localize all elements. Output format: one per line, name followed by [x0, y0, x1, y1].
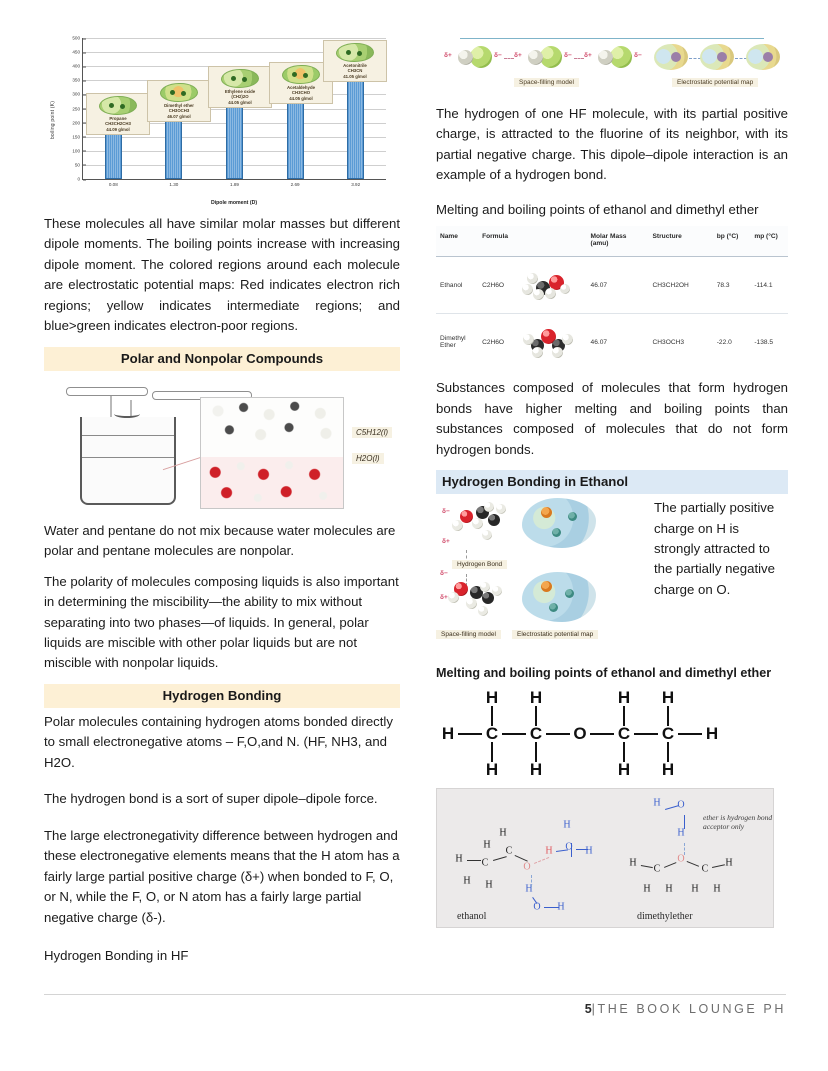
delta-plus-label: δ+ — [584, 52, 592, 59]
chart-ytick: 350 — [72, 78, 83, 83]
hydrogen-bond-dash — [534, 857, 549, 864]
bond-line — [515, 855, 528, 862]
hf-potential-map-2 — [700, 44, 734, 70]
footer-title: THE BOOK LOUNGE PH — [597, 1002, 786, 1016]
chart-ytick: 0 — [77, 177, 83, 182]
bond-line — [576, 849, 588, 850]
chart-xtick: 0.08 — [108, 182, 118, 187]
polar-text-2: The polarity of molecules composing liquids is also important in determining the miscibility—the ability to mix without separating into two phases—of liquids. In general, polar liquids are miscible with other polar liquids but are not miscible with nonpolar liquids. — [44, 573, 399, 671]
chart-annotation-acetaldehyde: Acetaldehyde CH3CHO 44.05 g/mol — [269, 62, 333, 104]
potential-spot-icon — [568, 512, 577, 521]
hbond-text-1: Polar molecules containing hydrogen atoms bonded directly to small electronegative atoms – F,O,and N. (HF, NH3, and H2O. — [44, 713, 393, 770]
dimethyl-ether-molecule-icon — [522, 327, 574, 357]
struct-title: Melting and boiling points of ethanol and dimethyl ether — [436, 666, 772, 681]
footer-text — [44, 1002, 786, 1016]
atom-h: H — [665, 883, 673, 895]
atom-o: O — [573, 723, 587, 743]
bond-line — [687, 861, 699, 867]
polar-nonpolar-figure — [52, 375, 402, 515]
atom-c: C — [701, 863, 709, 875]
cell-molar-mass: 46.07 — [587, 257, 649, 314]
chart-annotation-dimethyl-ether: Dimethyl ether CH3OCH3 46.07 g/mol — [147, 80, 211, 122]
chart-xtick: 1.30 — [169, 182, 179, 187]
cell-name: Ethanol — [436, 257, 478, 314]
table-row — [436, 314, 788, 371]
bond-line — [535, 706, 537, 726]
beaker-icon — [80, 417, 176, 505]
delta-minus-label: δ− — [634, 52, 642, 59]
molecule-blob-icon — [160, 83, 198, 102]
bond-line — [641, 865, 653, 868]
bond-line — [684, 815, 686, 829]
chart-bar — [226, 99, 243, 179]
right-column — [436, 34, 788, 976]
hbond-text-2: The hydrogen bond is a sort of super dipole–dipole force. — [44, 791, 378, 807]
ethanol-space-filling-bottom — [448, 582, 508, 626]
caption-electrostatic-potential-map: Electrostatic potential map — [512, 630, 598, 639]
delta-minus-label: δ− — [440, 570, 448, 578]
hydrogen-bond-dash — [574, 58, 584, 59]
label-pentane: C5H12(l) — [352, 427, 392, 438]
cell-molar-mass: 46.07 — [590, 338, 608, 346]
potential-spot-icon — [565, 589, 574, 598]
ethanol-potential-map-bottom — [522, 572, 596, 622]
chart-annotation-propane: Propane CH3CH2CH3 44.09 g/mol — [86, 93, 150, 135]
cell-mp: -114.1 — [750, 257, 788, 314]
atom-o: O — [533, 901, 541, 913]
atom-h: H — [617, 687, 631, 707]
chart-ytick: 400 — [72, 64, 83, 69]
drip-left-icon — [110, 396, 112, 418]
hydrogen-bond-dash — [504, 58, 514, 59]
potential-core-icon — [717, 52, 727, 62]
atom-h: H — [677, 827, 685, 839]
atom-c: C — [617, 723, 631, 743]
left-column — [44, 34, 400, 976]
chart-ytick: 150 — [72, 134, 83, 139]
bond-line — [535, 742, 537, 762]
hbond-text-3: The large electronegativity difference between hydrogen and these electronegative elements means that the H atom has a fairly large partial positive charge (δ+) when bonded to F, O, or N, while the F, O, or N atom has a fairly large partial negative charge (δ-). — [44, 827, 400, 925]
hf-explanation-text: The hydrogen of one HF molecule, with its partial positive charge, is attracted to the fluorine of its neighbor, with its partial negative charge. This dipole–dipole interaction is an example of a hydrogen bond. — [436, 106, 788, 183]
atom-h: H — [643, 883, 651, 895]
atom-h: H — [725, 857, 733, 869]
bond-line — [623, 706, 625, 726]
hydrogen-atom-icon — [528, 50, 543, 65]
cell-mp: -138.5 — [754, 338, 774, 346]
delta-minus-label: δ− — [442, 508, 450, 516]
atom-h: H — [455, 853, 463, 865]
hf-molecule-3 — [598, 46, 632, 68]
th-image — [518, 226, 587, 257]
hydrogen-bond-dash — [531, 875, 533, 887]
th-molar-mass: Molar Mass (amu) — [587, 226, 649, 257]
potential-spot-icon — [552, 528, 561, 537]
bond-line — [467, 860, 481, 861]
section-heading-polar-nonpolar: Polar and Nonpolar Compounds — [44, 347, 400, 371]
atom-c: C — [505, 845, 513, 857]
potential-spot-icon — [549, 603, 558, 612]
molecule-blob-icon — [221, 69, 259, 88]
cell-name: Dimethyl Ether — [440, 335, 466, 350]
chart-annotation-acetonitrile: Acetonitrile CH3CN 41.05 g/mol — [323, 40, 387, 82]
chart-caption-text: These molecules all have similar molar masses but different dipole moments. The boiling points increase with increasing dipole moment. The colored regions around each molecule are electrostatic potential maps: Red indicates electron rich regions; yellow indicates intermediate regions; and blue>green indicates electron-poor regions. — [44, 216, 400, 334]
hydrogen-atom-icon — [458, 50, 473, 65]
cell-formula: C2H6O — [478, 257, 518, 314]
chart-ytick: 300 — [72, 92, 83, 97]
pentane-molecules-region — [201, 398, 343, 457]
chart-plot-area — [72, 35, 386, 187]
section-heading-hydrogen-bonding: Hydrogen Bonding — [44, 684, 400, 708]
fluorine-atom-icon — [470, 46, 492, 68]
chart-bar — [287, 96, 304, 179]
polar-text-1: Water and pentane do not mix because water molecules are polar and pentane molecules are nonpolar. — [44, 522, 396, 559]
hydrogen-bond-dash — [684, 843, 686, 855]
atom-c: C — [481, 857, 489, 869]
chart-xtick: 2.69 — [290, 182, 300, 187]
pipette-left-icon — [66, 387, 148, 396]
bond-line — [590, 733, 614, 735]
hbond-text-4: Hydrogen Bonding in HF — [44, 947, 189, 963]
atom-h: H — [441, 723, 455, 743]
bond-line — [634, 733, 658, 735]
table-title-1: Melting and boiling points of ethanol and dimethyl ether — [436, 201, 759, 217]
cell-bp: 78.3 — [713, 257, 751, 314]
chart-ytick: 100 — [72, 148, 83, 153]
th-name: Name — [436, 226, 478, 257]
potential-core-icon — [671, 52, 681, 62]
ethanol-ether-properties-table — [436, 226, 788, 370]
chart-xtick: 3.92 — [351, 182, 361, 187]
atom-h: H — [463, 875, 471, 887]
bond-line — [571, 843, 573, 857]
atom-h: H — [485, 687, 499, 707]
atom-o: O — [677, 853, 685, 865]
cell-formula: C2H6O — [482, 338, 505, 346]
chart-ytick: 50 — [75, 162, 83, 167]
fluorine-atom-icon — [610, 46, 632, 68]
atom-o: O — [565, 841, 573, 853]
footer-separator: | — [591, 1002, 598, 1016]
chart-ytick: 450 — [72, 50, 83, 55]
th-structure: Structure — [649, 226, 713, 257]
bond-line — [491, 706, 493, 726]
bond-line — [667, 742, 669, 762]
beaker-spout-icon — [114, 410, 140, 418]
atom-c: C — [653, 863, 661, 875]
cell-bp: -22.0 — [716, 338, 732, 346]
ethanol-potential-map-top — [522, 498, 596, 548]
atom-h: H — [691, 883, 699, 895]
atom-h: H — [661, 759, 675, 779]
atom-h: H — [483, 839, 491, 851]
bond-line — [678, 733, 702, 735]
potential-core-icon — [763, 52, 773, 62]
th-bp: bp (°C) — [713, 226, 751, 257]
atom-h: H — [557, 901, 565, 913]
atom-h: H — [629, 857, 637, 869]
th-mp: mp (°C) — [750, 226, 788, 257]
page-footer — [44, 994, 786, 1016]
atom-h: H — [653, 797, 661, 809]
label-hydrogen-bond: Hydrogen Bond — [452, 560, 507, 569]
boiling-point-dipole-chart — [50, 34, 390, 206]
caption-space-filling-model: Space-filling model — [514, 78, 579, 87]
ethanol-side-text: The partially positive charge on H is strongly attracted to the partially negative charge on O. — [654, 500, 775, 597]
atom-h: H — [529, 759, 543, 779]
atom-h: H — [563, 819, 571, 831]
ethanol-figure-row — [436, 498, 788, 646]
bond-line — [502, 733, 526, 735]
molecule-blob-icon — [336, 43, 374, 62]
table-row — [436, 257, 788, 314]
delta-minus-label: δ− — [564, 52, 572, 59]
chart-xtick: 1.89 — [230, 182, 239, 187]
atom-c: C — [529, 723, 543, 743]
bond-line — [546, 733, 570, 735]
footer-page-number: 5 — [584, 1002, 592, 1016]
after-table-text: Substances composed of molecules that form hydrogen bonds have higher melting and boiling points than substances composed of molecules that do not form hydrogen bonds. — [436, 380, 788, 457]
cell-molecule-image — [518, 257, 587, 314]
cell-structure: CH3CH2OH — [649, 257, 713, 314]
cell-structure: CH3OCH3 — [652, 338, 685, 346]
bond-line — [458, 733, 482, 735]
potential-cloud-icon — [522, 572, 596, 622]
delta-plus-label: δ+ — [440, 594, 448, 602]
caption-ethanol: ethanol — [457, 910, 487, 922]
chart-ytick: 500 — [72, 36, 83, 41]
ethanol-hydrogen-bond-figure — [436, 498, 644, 646]
chart-y-axis-label: boiling point (K) — [50, 100, 57, 140]
potential-cloud-icon — [522, 498, 596, 548]
atom-h: H — [485, 879, 493, 891]
ethanol-dimethylether-comparison-panel — [436, 788, 774, 928]
ethanol-molecule-icon — [522, 270, 574, 300]
caption-dimethylether: dimethylether — [637, 910, 693, 922]
chart-ytick: 200 — [72, 120, 83, 125]
bond-line — [667, 706, 669, 726]
section-heading-hbond-ethanol: Hydrogen Bonding in Ethanol — [436, 470, 788, 494]
atom-o: O — [523, 861, 531, 873]
ethanol-space-filling-top — [452, 502, 512, 546]
diethyl-ether-structure-diagram — [438, 688, 738, 780]
hf-molecule-2 — [528, 46, 562, 68]
chart-x-axis-label: Dipole moment (D) — [210, 200, 258, 206]
bond-line — [712, 864, 725, 868]
hydrogen-atom-icon — [598, 50, 613, 65]
chart-annotation-ethylene-oxide: Ethylene oxide (CH2)2O 44.05 g/mol — [208, 66, 272, 108]
atom-o: O — [677, 799, 685, 811]
delta-plus-label: δ+ — [514, 52, 522, 59]
delta-plus-label: δ+ — [442, 538, 450, 546]
atom-h: H — [585, 845, 593, 857]
atom-h: H — [661, 687, 675, 707]
bond-line — [664, 862, 676, 868]
figure-top-rule — [460, 38, 764, 39]
bond-line — [491, 742, 493, 762]
footer-divider — [44, 994, 786, 995]
atom-h: H — [713, 883, 721, 895]
atom-h: H — [529, 687, 543, 707]
chart-ytick: 250 — [72, 106, 83, 111]
hf-potential-map-3 — [746, 44, 780, 70]
label-water: H2O(l) — [352, 453, 384, 464]
hf-hydrogen-bonding-figure — [436, 34, 788, 98]
caption-space-filling-model: Space-filling model — [436, 630, 501, 639]
table-header-row — [436, 226, 788, 257]
bond-line — [623, 742, 625, 762]
delta-plus-label: δ+ — [444, 52, 452, 59]
atom-h: H — [485, 759, 499, 779]
bond-line — [544, 907, 559, 908]
cell-molecule-image — [518, 314, 587, 371]
two-column-layout — [44, 34, 786, 976]
hf-potential-map-1 — [654, 44, 688, 70]
water-molecules-region — [201, 457, 343, 508]
atom-h: H — [499, 827, 507, 839]
atom-h: H — [525, 883, 533, 895]
hf-molecule-1 — [458, 46, 492, 68]
atom-c: C — [661, 723, 675, 743]
atom-h: H — [705, 723, 719, 743]
molecular-inset-view — [200, 397, 344, 509]
molecule-blob-icon — [99, 96, 137, 115]
fluorine-atom-icon — [540, 46, 562, 68]
molecule-blob-icon — [282, 65, 320, 84]
chart-bar — [347, 79, 364, 179]
th-formula: Formula — [478, 226, 518, 257]
atom-h: H — [545, 845, 553, 857]
caption-electrostatic-potential-map: Electrostatic potential map — [672, 78, 758, 87]
bond-line — [493, 856, 507, 861]
atom-h: H — [617, 759, 631, 779]
panel-note: ether is hydrogen bond acceptor only — [703, 812, 773, 832]
delta-minus-label: δ− — [494, 52, 502, 59]
atom-c: C — [485, 723, 499, 743]
